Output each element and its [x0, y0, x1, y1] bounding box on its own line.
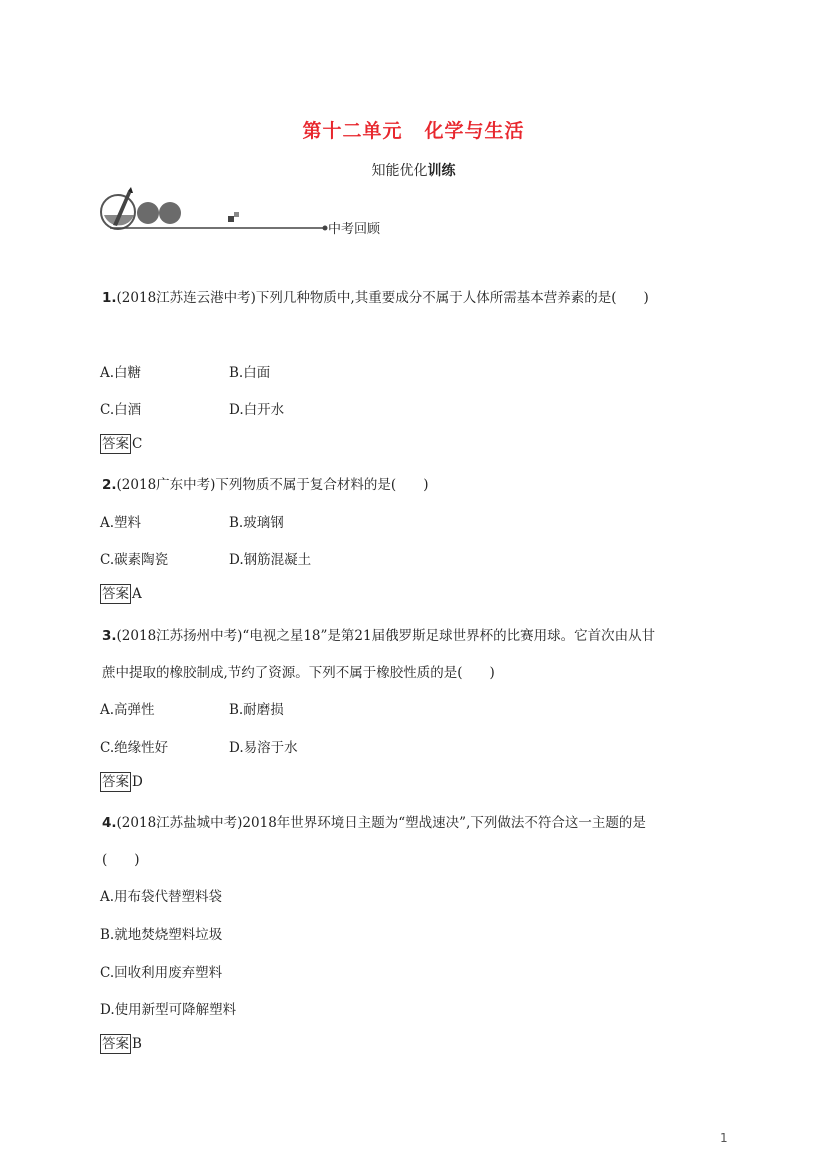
title-unit: 第十二单元 [302, 120, 403, 142]
subtitle-part-b: 训练 [427, 163, 456, 179]
option-d: D.白开水 [229, 402, 285, 418]
option-a: A.白糖 [100, 365, 142, 381]
question-number: 4. [102, 815, 117, 831]
option-d: D.使用新型可降解塑料 [100, 1002, 237, 1018]
answer-value: B [132, 1036, 142, 1052]
page-subtitle [0, 160, 827, 180]
subtitle-part-a: 知能优化 [371, 163, 428, 179]
answer-value: C [132, 436, 143, 452]
small-square-icon [228, 216, 234, 222]
option-b: B.耐磨损 [229, 702, 284, 718]
page-number: 1 [720, 1131, 728, 1145]
option-d: D.钢筋混凝土 [229, 552, 312, 568]
question-3-line-2: 蔗中提取的橡胶制成,节约了资源。下列不属于橡胶性质的是( ) [102, 665, 495, 681]
page-title [0, 116, 827, 143]
question-text: (2018江苏扬州中考)“电视之星18”是第21届俄罗斯足球世界杯的比赛用球。它首次由从甘 [116, 628, 656, 644]
answer-label-box: 答案 [102, 586, 129, 602]
section-label: 中考回顾 [328, 222, 381, 237]
question-text: (2018江苏连云港中考)下列几种物质中,其重要成分不属于人体所需基本营养素的是( ) [116, 290, 649, 306]
option-a: A.用布袋代替塑料袋 [100, 889, 223, 905]
question-text: (2018江苏盐城中考)2018年世界环境日主题为“塑战速决”,下列做法不符合这一主题的是 [116, 815, 646, 831]
small-square-icon-2 [234, 212, 239, 217]
answer-label-box: 答案 [102, 436, 129, 452]
answer-row [100, 1034, 142, 1054]
option-b: B.白面 [229, 365, 271, 381]
option-b: B.玻璃钢 [229, 515, 284, 531]
question-4-line-2: ( ) [102, 852, 140, 868]
option-c: C.绝缘性好 [100, 740, 169, 756]
dark-dot-2 [159, 202, 181, 224]
option-d: D.易溶于水 [229, 740, 298, 756]
option-b: B.就地焚烧塑料垃圾 [100, 927, 223, 943]
answer-label-box: 答案 [102, 774, 129, 790]
title-topic: 化学与生活 [424, 120, 525, 142]
answer-label-box: 答案 [102, 1036, 129, 1052]
option-c: C.白酒 [100, 402, 142, 418]
question-text: (2018广东中考)下列物质不属于复合材料的是( ) [116, 477, 429, 493]
answer-value: D [132, 774, 143, 790]
banner-rule-end-dot [323, 226, 328, 231]
answer-value: A [132, 586, 142, 602]
question-number: 2. [102, 477, 117, 493]
pen-circle-icon [101, 187, 135, 229]
question-4 [102, 811, 646, 831]
dark-dot-1 [137, 202, 159, 224]
answer-row [100, 584, 142, 604]
question-2 [102, 473, 428, 493]
question-number: 1. [102, 290, 117, 306]
option-c: C.回收利用废弃塑料 [100, 965, 223, 981]
question-1 [102, 286, 649, 306]
option-c: C.碳素陶瓷 [100, 552, 169, 568]
option-a: A.塑料 [100, 515, 142, 531]
answer-row [100, 434, 142, 454]
option-a: A.高弹性 [100, 702, 155, 718]
question-number: 3. [102, 628, 117, 644]
question-3 [102, 624, 655, 644]
answer-row [100, 772, 143, 792]
